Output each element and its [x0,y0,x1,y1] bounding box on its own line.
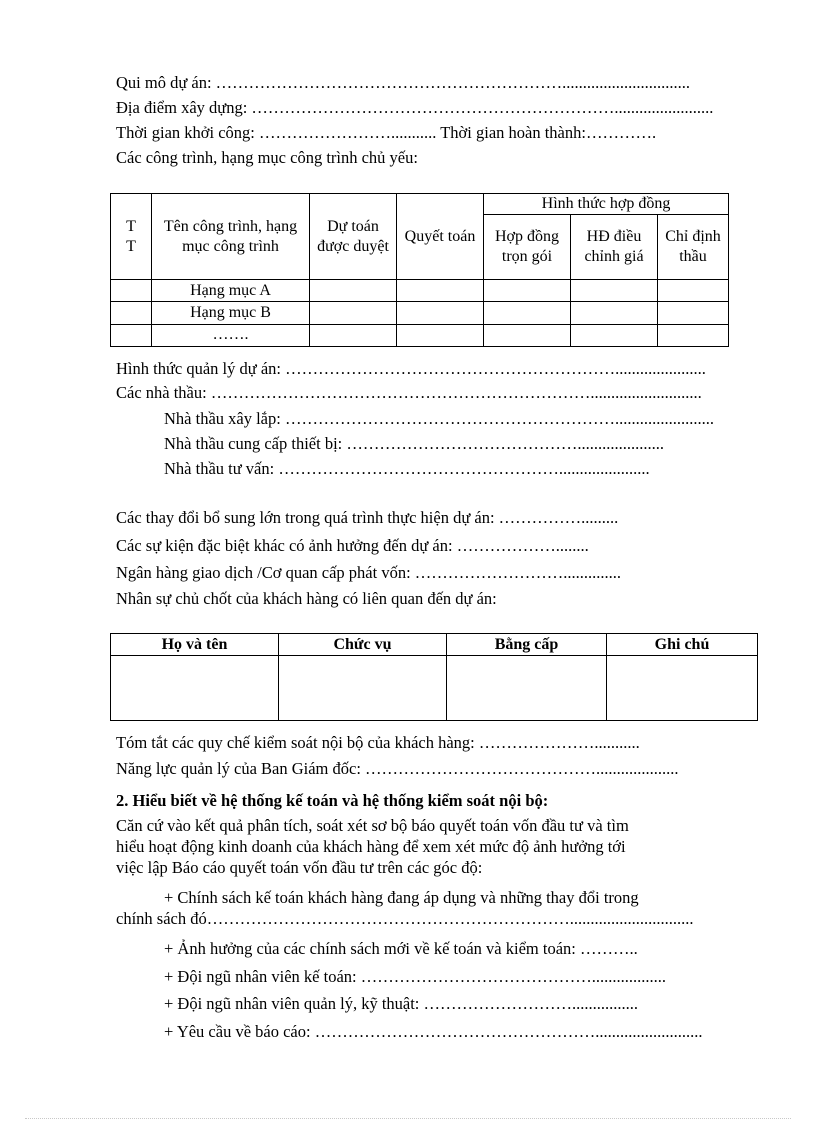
works-header-adjustable: HĐ điều chỉnh giá [571,215,658,280]
works-header-stt: T T [111,194,152,280]
consultant-contractor-line: Nhà thầu tư vấn: ……………………………………………...................... [164,459,650,478]
construction-location-line: Địa điểm xây dựng: …………………………………………………………........................ [116,98,714,117]
section-2-paragraph-line: hiểu hoạt động kinh doanh của khách hàng để xem xét mức độ ảnh hưởng tới [116,837,626,856]
works-row-label: Hạng mục A [152,280,310,302]
contractors-line: Các nhà thầu: ……………………………………………………………........................... [116,383,702,402]
special-events-line: Các sự kiện đặc biệt khác có ảnh hưởng đến dự án: ………………........ [116,536,589,555]
works-intro-line: Các công trình, hạng mục công trình chủ yếu: [116,148,418,167]
equipment-contractor-line: Nhà thầu cung cấp thiết bị: ……………………………………..................... [164,434,664,453]
section-2-paragraph-line: việc lập Báo cáo quyết toán vốn đầu tư trên các góc độ: [116,858,483,877]
works-header-estimate: Dự toán được duyệt [310,194,397,280]
staff-header-notes: Ghi chú [607,634,758,656]
internal-control-summary-line: Tóm tắt các quy chế kiểm soát nội bộ của khách hàng: …………………........... [116,733,640,752]
works-header-appointed: Chỉ định thầu [658,215,729,280]
major-changes-line: Các thay đổi bổ sung lớn trong quá trình thực hiện dự án: ……………......... [116,508,619,527]
works-header-contract-form: Hình thức hợp đồng [484,194,729,215]
table-row [111,280,729,302]
bullet-accounting-staff: + Đội ngũ nhân viên kế toán: …………………………………….................. [164,967,666,986]
table-row [111,324,729,346]
works-table [110,193,729,347]
works-header-settlement: Quyết toán [397,194,484,280]
key-staff-line: Nhân sự chủ chốt của khách hàng có liên quan đến dự án: [116,589,497,608]
staff-header-position: Chức vụ [279,634,447,656]
bullet-new-policies: + Ảnh hưởng của các chính sách mới về kế toán và kiểm toán: ……….. [164,939,638,958]
bank-line: Ngân hàng giao dịch /Cơ quan cấp phát vốn: ……………………….............. [116,563,622,582]
works-header-name: Tên công trình, hạng mục công trình [152,194,310,280]
bullet-management-staff: + Đội ngũ nhân viên quản lý, kỹ thuật: ………………………................ [164,994,639,1013]
staff-header-degree: Bằng cấp [447,634,607,656]
construction-contractor-line: Nhà thầu xây lắp: ……………………………………………………........................ [164,409,714,428]
works-row-label: Hạng mục B [152,302,310,324]
table-row [111,656,758,721]
bullet-report-requirements: + Yêu cầu về báo cáo: …………………………………………….......................... [164,1022,703,1041]
management-capacity-line: Năng lực quản lý của Ban Giám đốc: …………………………………….................... [116,759,679,778]
works-header-lump-sum: Hợp đồng trọn gói [484,215,571,280]
accounting-policy-continuation: chính sách đó………………………………………………………….............................. [116,909,694,928]
section-2-heading: 2. Hiểu biết về hệ thống kế toán và hệ thống kiểm soát nội bộ: [116,791,549,810]
section-2-paragraph-line: Căn cứ vào kết quả phân tích, soát xét sơ bộ báo quyết toán vốn đầu tư và tìm [116,816,629,835]
management-form-line: Hình thức quản lý dự án: ……………………………………………………...................... [116,359,706,378]
staff-header-name: Họ và tên [111,634,279,656]
project-timeline-line: Thời gian khởi công: ……………………........... Thời gian hoàn thành:…………. [116,123,657,142]
key-staff-table [110,633,758,721]
accounting-policy-line: + Chính sách kế toán khách hàng đang áp dụng và những thay đổi trong [164,888,639,907]
project-scale-line: Qui mô dự án: ………………………………………………………............................... [116,73,691,92]
page-bottom-divider [25,1118,791,1119]
works-row-label: ……. [152,324,310,346]
table-row [111,302,729,324]
